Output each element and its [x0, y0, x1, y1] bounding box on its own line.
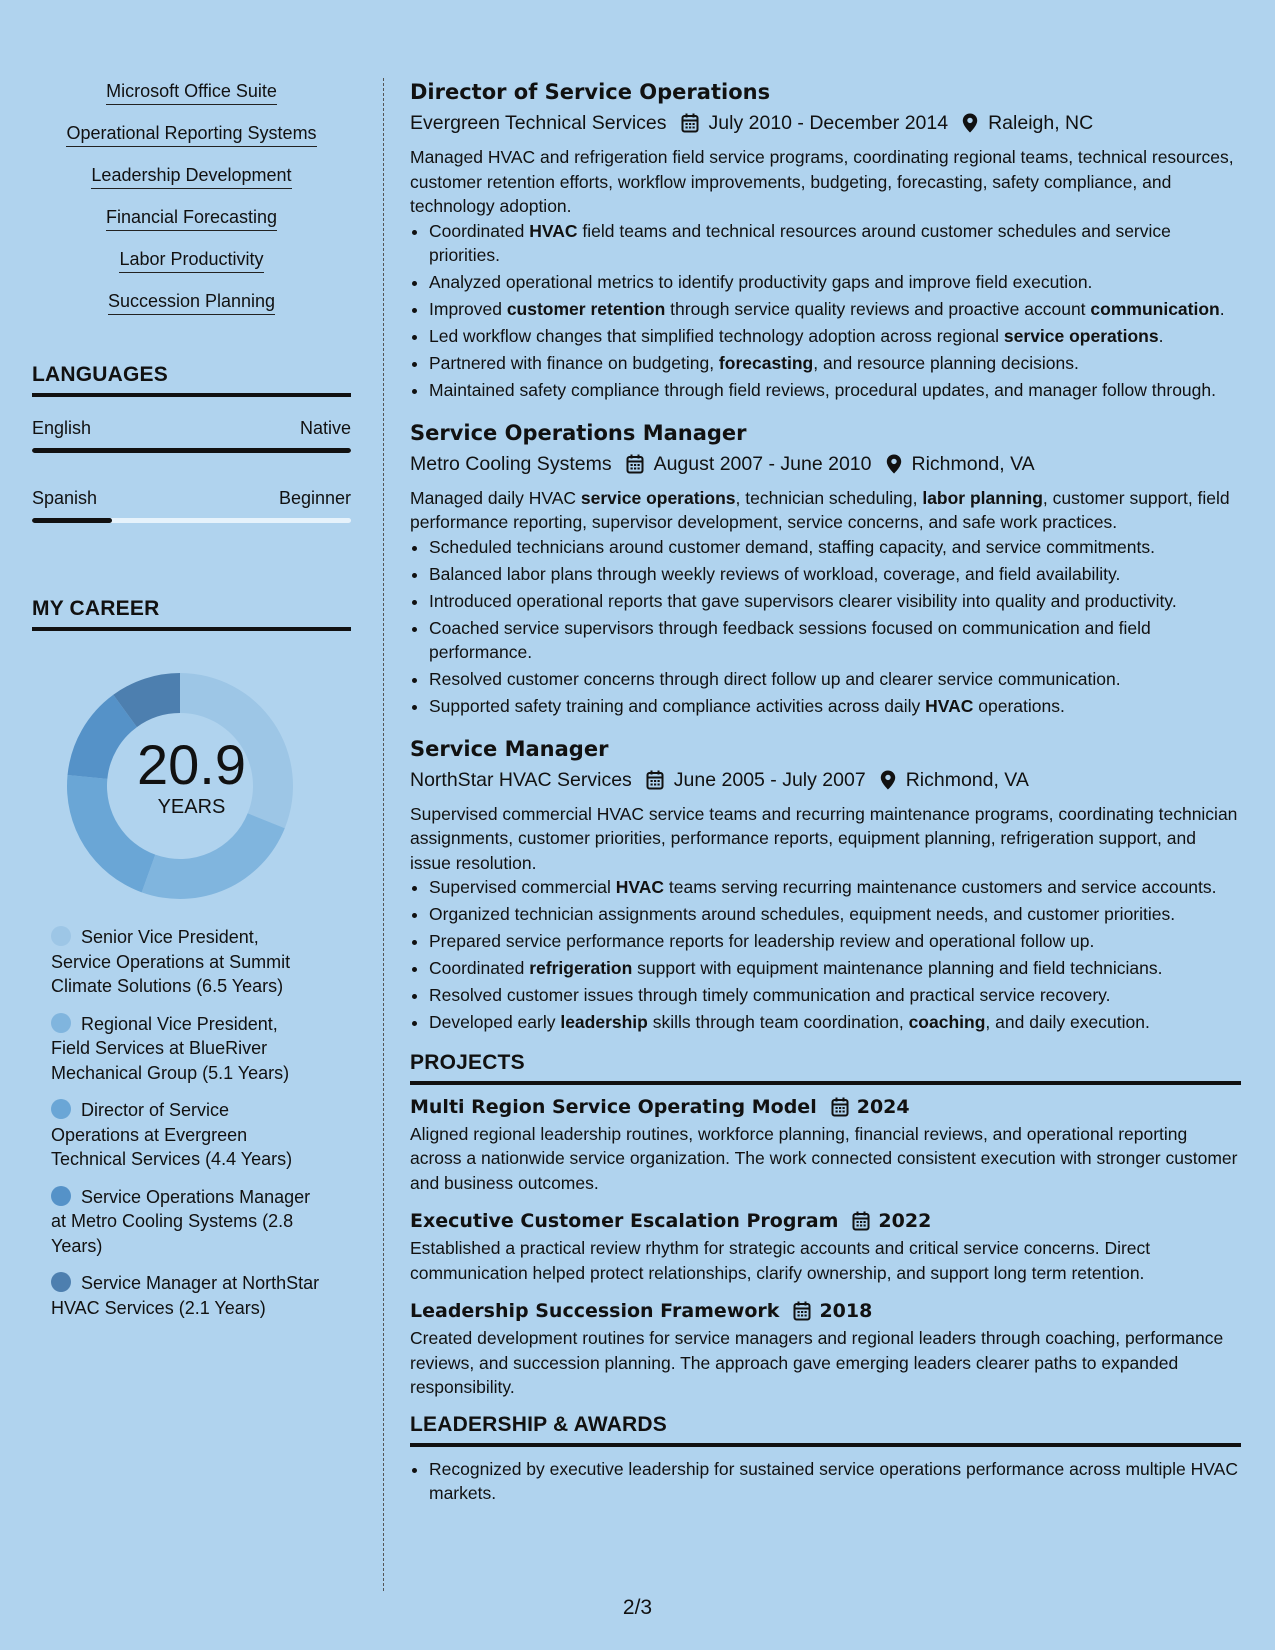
company-name: Metro Cooling Systems: [410, 452, 612, 475]
career-heading: MY CAREER: [32, 597, 351, 631]
bold-text: labor planning: [922, 487, 1043, 508]
bullet-item: [429, 929, 1241, 954]
project-description: Established a practical review rhythm for strategic accounts and critical service concerns. Direct communication helped protect relationships, clarify ownership, and support long term retention.: [410, 1238, 1151, 1283]
text-run: Improved: [429, 299, 507, 319]
language-name: Spanish: [32, 488, 98, 508]
languages-heading: LANGUAGES: [32, 363, 351, 397]
career-legend-item: [51, 925, 321, 999]
text-run: teams serving recurring maintenance customers and service accounts.: [664, 877, 1217, 897]
job-dates: August 2007 - June 2010: [653, 452, 872, 475]
text-run: Partnered with finance on budgeting,: [429, 353, 719, 373]
text-run: , technician scheduling,: [735, 487, 923, 508]
career-legend-item: [51, 1012, 321, 1086]
text-run: Balanced labor plans through weekly reviews of workload, coverage, and field availability.: [429, 563, 1121, 584]
job-title: Service Operations Manager: [410, 420, 747, 445]
text-run: Coordinated: [429, 958, 530, 978]
text-run: Scheduled technicians around customer demand, staffing capacity, and service commitments.: [429, 536, 1155, 557]
legend-dot: [51, 1272, 71, 1292]
job-entry: [410, 735, 1241, 1035]
language-level-fill: [32, 448, 351, 453]
bold-text: HVAC: [615, 877, 665, 897]
language-level-fill: [32, 518, 112, 523]
language-level-bar: [32, 448, 351, 453]
language-name: English: [32, 418, 92, 438]
job-title: Director of Service Operations: [410, 80, 771, 104]
career-legend-item: [51, 1185, 321, 1259]
language-english: [32, 417, 351, 453]
bold-text: HVAC: [925, 696, 974, 716]
job-title: Service Manager: [410, 736, 609, 761]
projects-list: [410, 1094, 1241, 1400]
company-name: NorthStar HVAC Services: [410, 768, 632, 791]
career-legend-item: [51, 1271, 321, 1320]
experience-list: [410, 78, 1241, 1035]
project-description: Created development routines for service managers and regional leaders through coaching, performance reviews, and succession planning. The approach gave emerging leaders clearer paths to expanded responsibility.: [410, 1328, 1224, 1397]
text-run: Developed early: [429, 1012, 561, 1032]
bold-text: HVAC: [529, 220, 578, 241]
career-legend-label: Senior Vice President, Service Operations at Summit Climate Solutions (6.5 Years): [51, 927, 291, 996]
bold-text: service operations: [1003, 326, 1159, 346]
project-year: 2024: [856, 1095, 910, 1118]
text-run: Supported safety training and compliance activities across daily: [429, 696, 926, 716]
career-donut-chart: [32, 661, 351, 901]
career-legend-label: Director of Service Operations at Evergreen Technical Services (4.4 Years): [51, 1100, 293, 1169]
projects-heading: PROJECTS: [410, 1051, 1241, 1085]
text-run: Analyzed operational metrics to identify productivity gaps and improve field execution.: [429, 272, 1093, 292]
project-header: [410, 1094, 1241, 1120]
project-entry: [410, 1208, 1241, 1285]
bullet-item: [429, 875, 1241, 900]
column-divider: [383, 78, 384, 1591]
text-run: through service quality reviews and proactive account: [665, 299, 1091, 319]
bullet-item: [429, 589, 1241, 614]
skill-item: Leadership Development: [91, 164, 291, 189]
bold-text: customer retention: [506, 299, 666, 319]
text-run: Resolved customer issues through timely communication and practical service recovery.: [429, 985, 1111, 1005]
bullet-item: [429, 297, 1241, 322]
text-run: Prepared service performance reports for leadership review and operational follow up.: [429, 931, 1095, 951]
project-header: [410, 1208, 1241, 1234]
award-item: • Recognized by executive leadership for sustained service operations performance across multiple HVAC markets.: [429, 1457, 1241, 1506]
project-title: Executive Customer Escalation Program: [410, 1210, 839, 1232]
bullet-item: [429, 694, 1241, 719]
career-legend-label: Service Manager at NorthStar HVAC Services (2.1 Years): [51, 1273, 320, 1318]
sidebar: [32, 80, 351, 1333]
career-total-unit: YEARS: [157, 796, 226, 818]
bold-text: forecasting: [718, 353, 814, 373]
text-run: Resolved customer concerns through direct follow up and clearer service communication.: [429, 669, 1121, 689]
text-run: , and daily execution.: [985, 1012, 1150, 1032]
text-run: Coached service supervisors through feedback sessions focused on communication and field performance.: [429, 617, 1151, 662]
bold-text: coaching: [908, 1012, 986, 1032]
job-summary: [410, 486, 1241, 535]
calendar-icon: [793, 1301, 811, 1321]
bullet-item: [429, 535, 1241, 560]
bullet-item: [429, 324, 1241, 349]
language-level: Native: [299, 418, 351, 438]
job-summary: Supervised commercial HVAC service teams and recurring maintenance programs, coordinating technician assignments, customer priorities, performance reports, equipment planning, refrigeration support, and issue resolution.: [410, 803, 1238, 873]
career-legend-label: Service Operations Manager at Metro Cooling Systems (2.8 Years): [51, 1186, 311, 1256]
calendar-icon: [852, 1211, 870, 1231]
job-bullets: [410, 535, 1241, 719]
text-run: Supervised commercial: [429, 877, 616, 897]
bullet-item: [429, 956, 1241, 981]
text-run: .: [1219, 299, 1225, 319]
text-run: , customer support, field performance reporting, supervisor development, service concerns, and safe work practices.: [410, 487, 1230, 532]
skill-item: Operational Reporting Systems: [66, 122, 316, 147]
project-title: Leadership Succession Framework: [410, 1300, 780, 1322]
bullet-item: [429, 1010, 1241, 1035]
job-entry: [410, 78, 1241, 403]
page-number: 2/3: [622, 1596, 653, 1619]
project-year: 2022: [878, 1210, 932, 1232]
job-meta: [410, 767, 1241, 793]
job-meta: [410, 451, 1241, 477]
calendar-icon: [646, 770, 664, 790]
project-header: [410, 1298, 1241, 1324]
awards-list: [410, 1457, 1241, 1506]
calendar-icon: [831, 1097, 849, 1117]
text-run: Coordinated: [429, 220, 530, 241]
bullet-item: [429, 351, 1241, 376]
job-dates: June 2005 - July 2007: [673, 768, 866, 791]
language-level: Beginner: [278, 488, 351, 508]
skill-item: Financial Forecasting: [106, 206, 277, 231]
text-run: Managed daily HVAC: [410, 487, 581, 508]
skill-item: Succession Planning: [108, 290, 275, 315]
career-legend-item: [51, 1098, 321, 1172]
project-year: 2018: [819, 1300, 873, 1322]
calendar-icon: [626, 454, 644, 474]
job-summary: Managed HVAC and refrigeration field service programs, coordinating regional teams, technical resources, customer retention efforts, workflow improvements, budgeting, forecasting, safety compliance, and technology adoption.: [410, 147, 1234, 216]
text-run: operations.: [973, 696, 1065, 716]
project-entry: [410, 1298, 1241, 1400]
project-description: Aligned regional leadership routines, workforce planning, financial reviews, and operational reporting across a nationwide service organization. The work connected consistent execution with stronger customer and business outcomes.: [410, 1123, 1238, 1193]
job-location: Richmond, VA: [905, 768, 1029, 791]
bold-text: leadership: [560, 1012, 648, 1032]
location-pin-icon: [962, 113, 978, 133]
career-total-years: 20.9: [137, 733, 246, 796]
bullet-item: [429, 378, 1241, 403]
bold-text: service operations: [580, 487, 736, 508]
project-title: Multi Region Service Operating Model: [410, 1095, 817, 1118]
bold-text: communication: [1090, 299, 1220, 319]
location-pin-icon: [886, 454, 902, 474]
job-bullets: [410, 219, 1241, 403]
text-run: , and resource planning decisions.: [813, 353, 1079, 373]
text-run: field teams and technical resources around customer schedules and service priorities.: [429, 220, 1171, 265]
bullet-item: [429, 667, 1241, 692]
job-dates: July 2010 - December 2014: [708, 112, 949, 134]
language-level-bar: [32, 518, 351, 523]
text-run: Organized technician assignments around schedules, equipment needs, and customer priorities.: [429, 904, 1176, 924]
location-pin-icon: [880, 770, 896, 790]
job-location: Raleigh, NC: [988, 112, 1094, 134]
job-bullets: [410, 875, 1241, 1035]
text-run: .: [1158, 326, 1164, 346]
donut-segment: [142, 813, 285, 899]
skill-item: Microsoft Office Suite: [106, 80, 277, 105]
legend-dot: [51, 1013, 71, 1033]
job-location: Richmond, VA: [911, 452, 1035, 475]
skills-list: [32, 80, 351, 315]
job-meta: [410, 110, 1241, 136]
awards-heading: LEADERSHIP & AWARDS: [410, 1413, 1241, 1447]
bullet-item: [429, 902, 1241, 927]
bullet-item: [429, 270, 1241, 295]
bullet-item: [429, 616, 1241, 665]
bullet-item: [429, 219, 1241, 268]
legend-dot: [51, 926, 71, 946]
text-run: Introduced operational reports that gave supervisors clearer visibility into quality and productivity.: [429, 590, 1177, 611]
language-spanish: [32, 487, 351, 523]
text-run: support with equipment maintenance planning and field technicians.: [632, 958, 1163, 978]
career-legend-label: Regional Vice President, Field Services at BlueRiver Mechanical Group (5.1 Years): [51, 1013, 290, 1083]
legend-dot: [51, 1186, 71, 1206]
bullet-item: [429, 983, 1241, 1008]
company-name: Evergreen Technical Services: [410, 112, 667, 134]
text-run: skills through team coordination,: [647, 1012, 909, 1032]
career-legend: [32, 925, 351, 1320]
job-entry: [410, 419, 1241, 719]
text-run: Led workflow changes that simplified technology adoption across regional: [429, 326, 1004, 346]
text-run: Maintained safety compliance through field reviews, procedural updates, and manager follow through.: [429, 380, 1216, 400]
legend-dot: [51, 1099, 71, 1119]
skill-item: Labor Productivity: [119, 248, 263, 273]
bold-text: refrigeration: [529, 958, 633, 978]
bullet-item: [429, 562, 1241, 587]
main-column: [410, 78, 1241, 1508]
project-entry: [410, 1094, 1241, 1196]
calendar-icon: [681, 113, 699, 133]
